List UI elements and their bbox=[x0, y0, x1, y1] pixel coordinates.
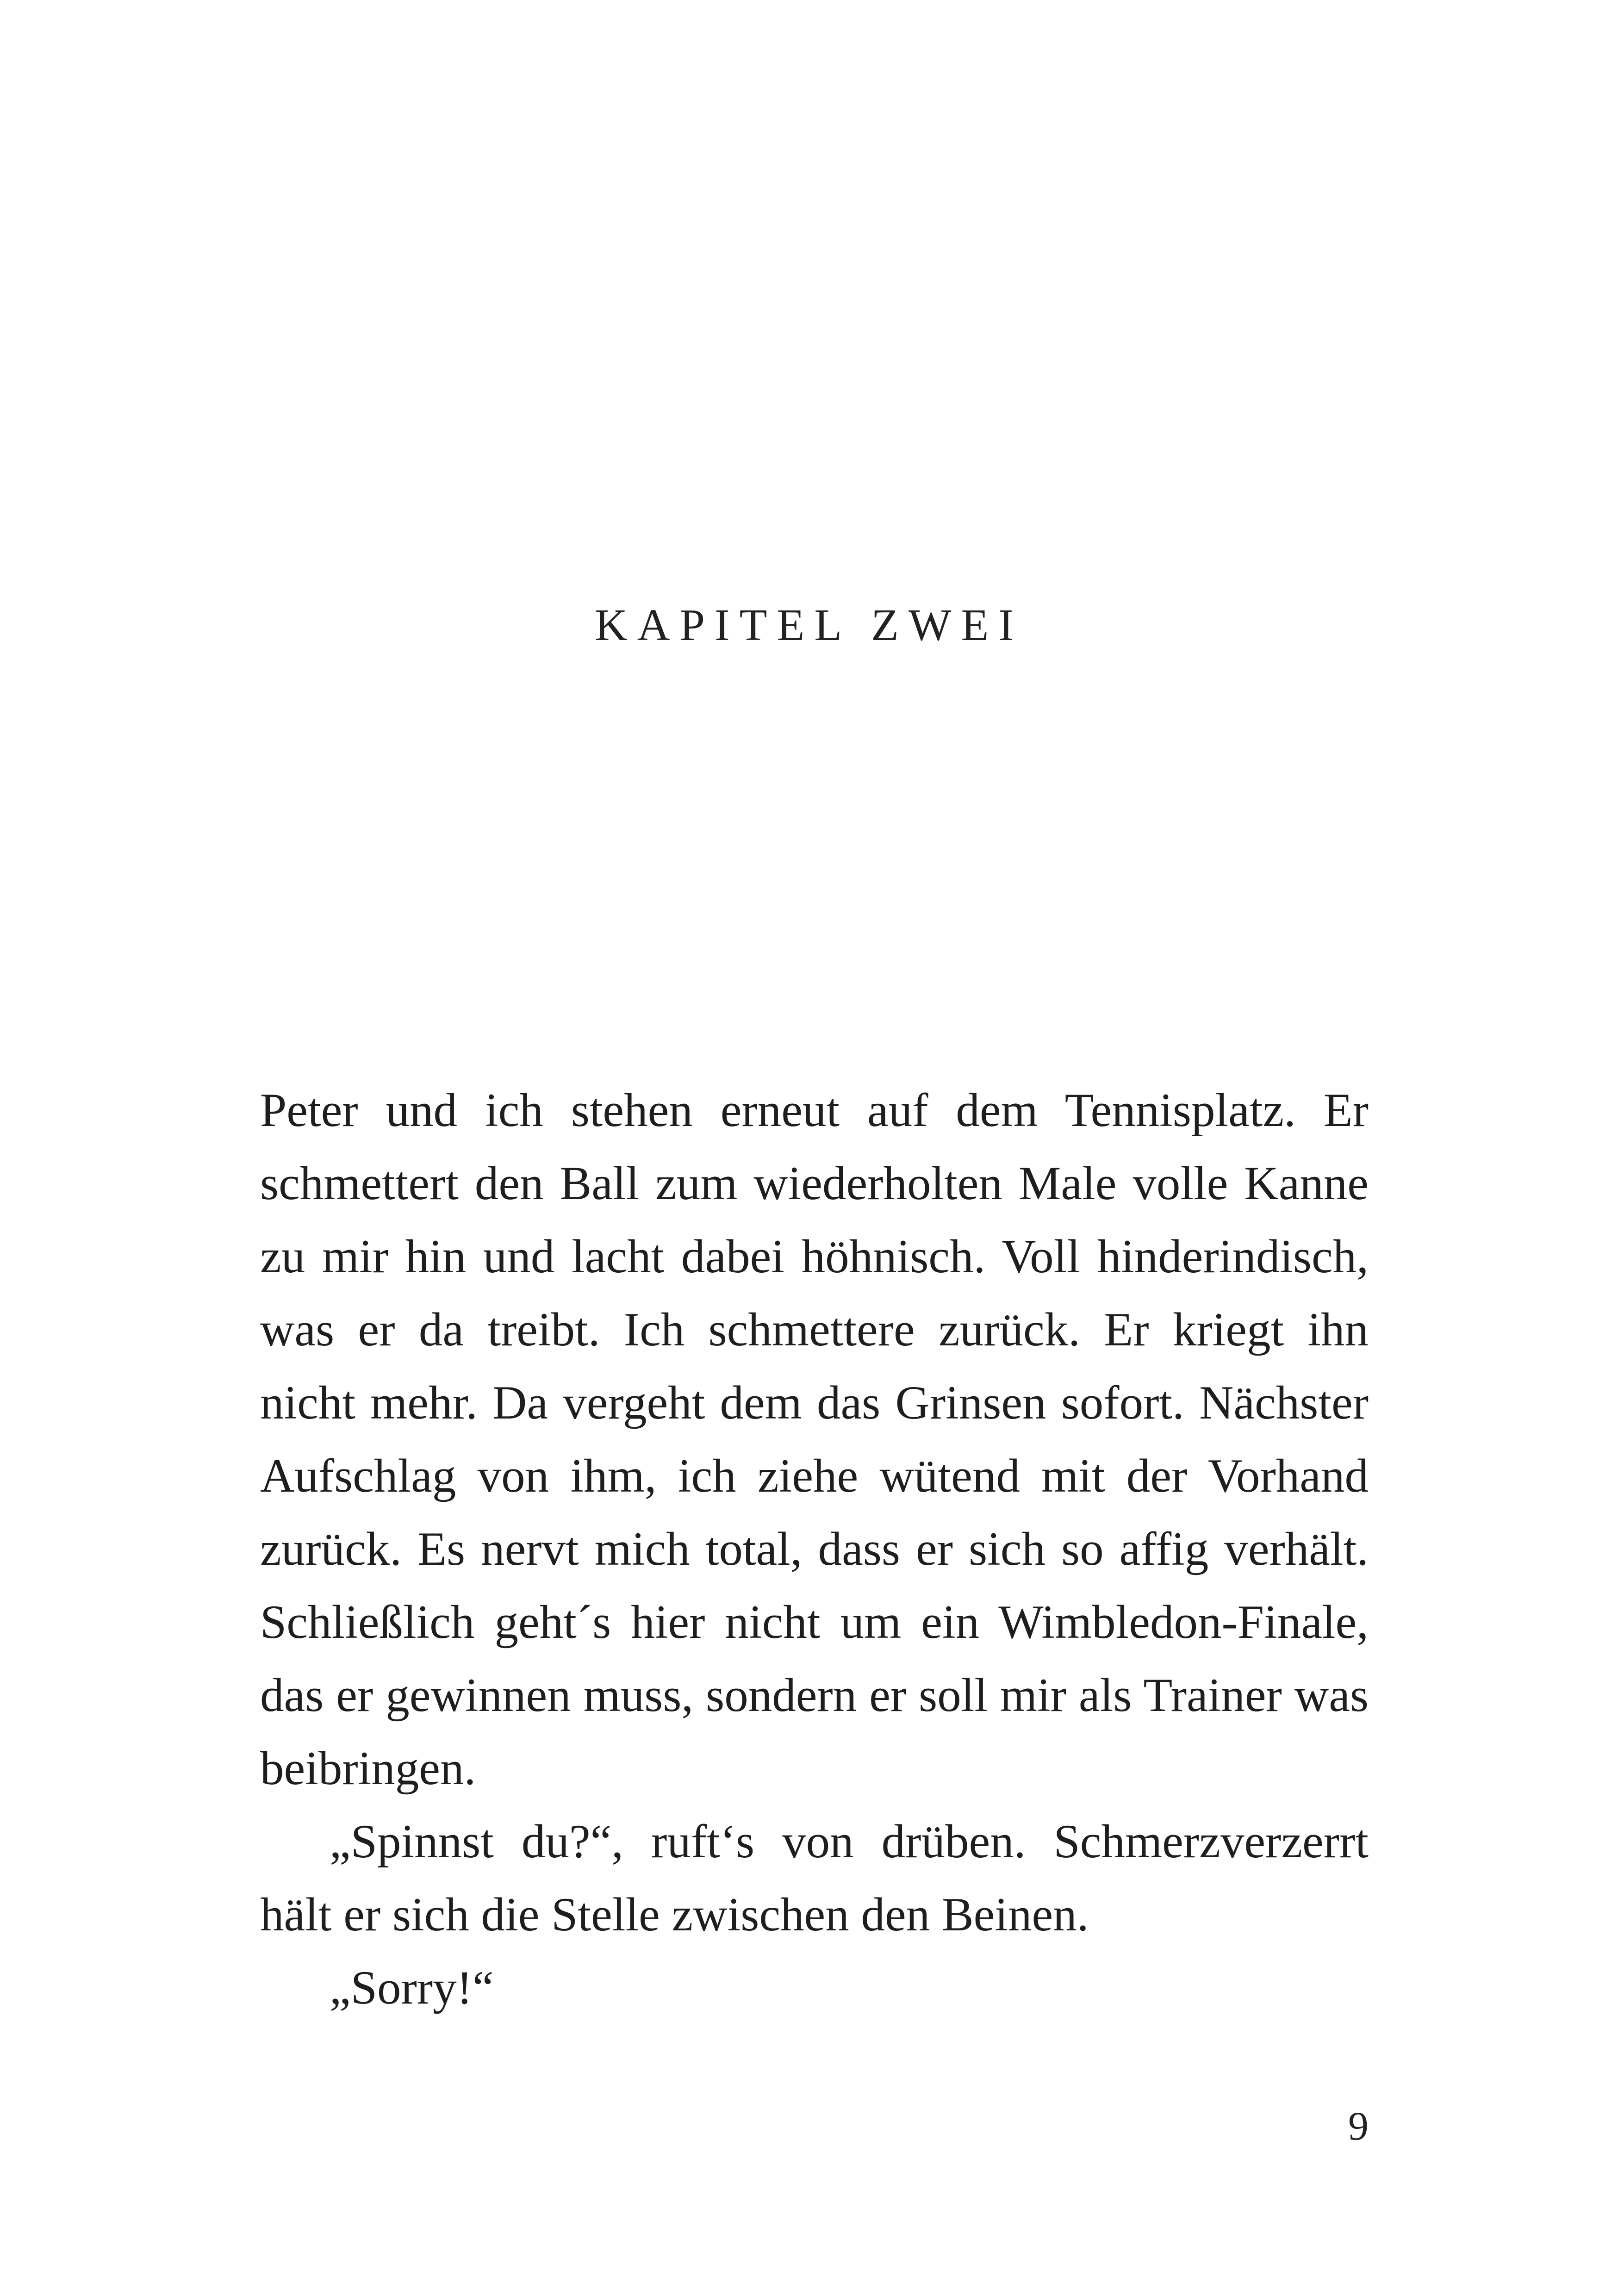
chapter-title: KAPITEL ZWEI bbox=[595, 600, 1023, 650]
paragraph-1: Peter und ich stehen erneut auf dem Tennisplatz. Er schmettert den Ball zum wiederholten Male volle Kanne zu mir hin und lacht dabei höhnisch. Voll hinderindisch, was er da treibt. Ich schmettere zurück. Er kriegt ihn nicht mehr. Da vergeht dem das Grinsen sofort. Nächster Aufschlag von ihm, ich ziehe wütend mit der Vorhand zurück. Es nervt mich total, dass er sich so affig verhält. Schließlich geht´s hier nicht um ein Wimbledon-Finale, das er gewinnen muss, sondern er soll mir als Trainer was beibringen. bbox=[260, 1084, 1369, 1795]
page-number: 9 bbox=[1348, 2104, 1369, 2149]
paragraph-3: „Sorry!“ bbox=[330, 1961, 494, 2014]
chapter-body bbox=[260, 1074, 1369, 2024]
paragraph-2: „Spinnst du?“, ruft‘s von drüben. Schmerzverzerrt hält er sich die Stelle zwischen den Beinen. bbox=[260, 1815, 1369, 1941]
